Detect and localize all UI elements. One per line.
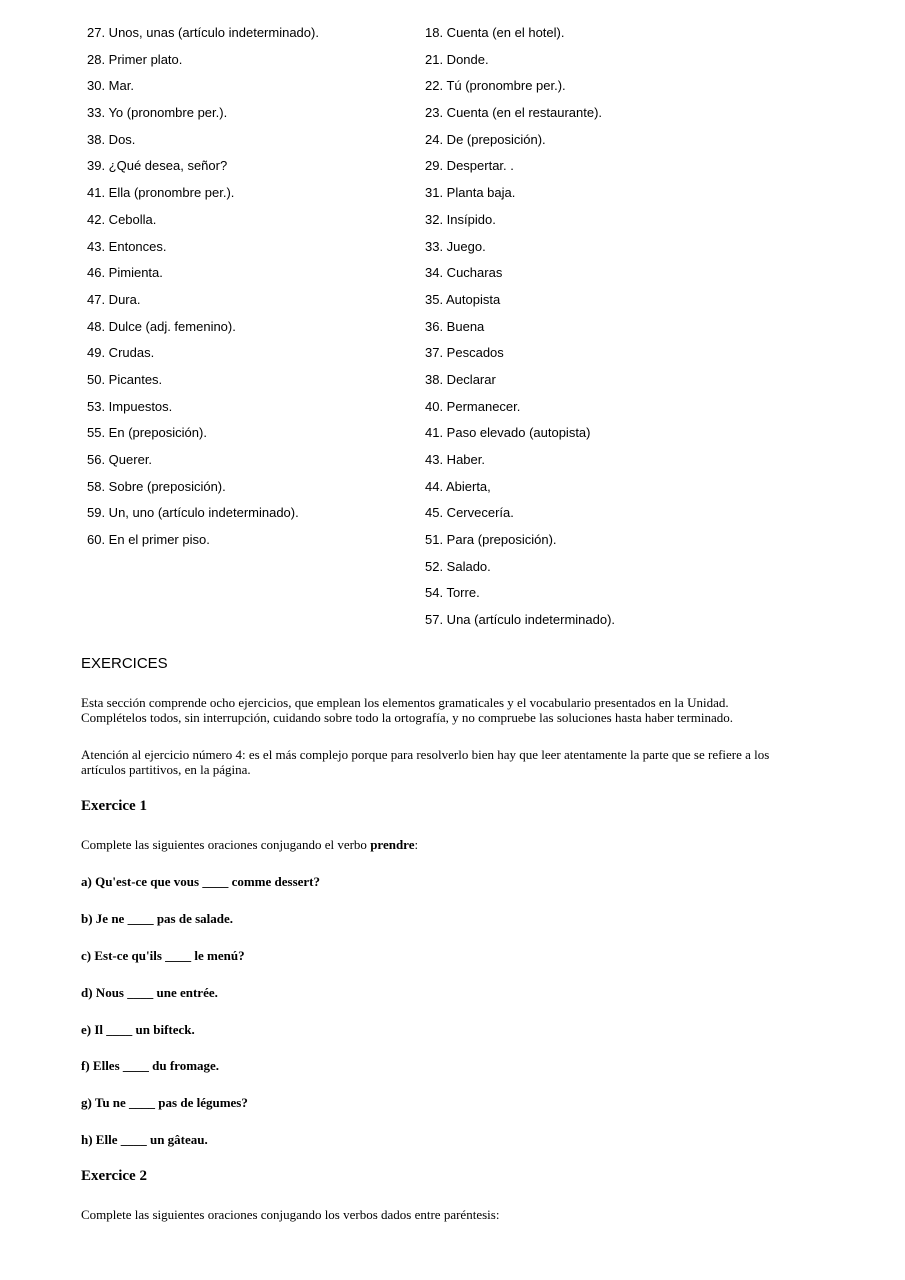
vocab-list-left <box>87 20 407 554</box>
vocab-item: 41. Ella (pronombre per.). <box>87 185 235 201</box>
vocab-item: 53. Impuestos. <box>87 398 173 414</box>
vocab-item: 37. Pescados <box>425 345 504 361</box>
vocab-item: 54. Torre. <box>425 585 480 601</box>
instruction-verb: prendre <box>370 837 415 852</box>
exercise-line: g) Tu ne ____ pas de légumes? <box>81 1095 248 1110</box>
exercise-1-title: Exercice 1 <box>81 798 147 814</box>
vocab-item: 33. Juego. <box>425 238 486 254</box>
exercise-line: h) Elle ____ un gâteau. <box>81 1132 208 1147</box>
instruction-suffix: : <box>414 837 419 852</box>
vocab-item: 43. Entonces. <box>87 238 167 254</box>
exercise-line: d) Nous ____ une entrée. <box>81 985 218 1000</box>
exercise-line: a) Qu'est-ce que vous ____ comme dessert? <box>81 874 321 889</box>
note-paragraph <box>81 747 821 777</box>
exercise-line: f) Elles ____ du fromage. <box>81 1058 220 1073</box>
vocab-item: 24. De (preposición). <box>425 131 546 147</box>
vocab-item: 32. Insípido. <box>425 211 496 227</box>
vocab-item: 55. En (preposición). <box>87 425 207 441</box>
vocab-item: 38. Dos. <box>87 131 136 147</box>
vocab-list-right <box>425 20 805 634</box>
vocab-item: 29. Despertar. . <box>425 158 514 174</box>
vocab-item: 45. Cervecería. <box>425 505 514 521</box>
vocab-item: 42. Cebolla. <box>87 211 157 227</box>
vocab-item: 52. Salado. <box>425 558 491 574</box>
vocab-item: 33. Yo (pronombre per.). <box>87 105 228 121</box>
vocab-item: 48. Dulce (adj. femenino). <box>87 318 236 334</box>
vocab-item: 22. Tú (pronombre per.). <box>425 78 566 94</box>
vocab-item: 49. Crudas. <box>87 345 155 361</box>
vocab-item: 28. Primer plato. <box>87 51 183 67</box>
vocab-item: 51. Para (preposición). <box>425 532 557 548</box>
intro-line: Esta sección comprende ocho ejercicios, que emplean los elementos gramaticales y el vocabulario presentados en la Unidad. <box>81 695 729 710</box>
vocab-item: 38. Declarar <box>425 371 496 387</box>
vocab-item: 18. Cuenta (en el hotel). <box>425 25 565 40</box>
exercise-line: c) Est-ce qu'ils ____ le menú? <box>81 948 245 963</box>
vocab-item: 43. Haber. <box>425 452 485 467</box>
exercise-line: b) Je ne ____ pas de salade. <box>81 911 234 926</box>
vocab-item: 58. Sobre (preposición). <box>87 478 226 494</box>
vocab-item: 44. Abierta, <box>425 478 491 494</box>
exercise-line: e) Il ____ un bifteck. <box>81 1022 195 1037</box>
exercise-2-title: Exercice 2 <box>81 1168 147 1184</box>
note-line: artículos partitivos, en la página. <box>81 762 251 777</box>
vocab-item: 41. Paso elevado (autopista) <box>425 425 591 441</box>
vocab-item: 30. Mar. <box>87 78 134 94</box>
vocab-item: 35. Autopista <box>425 291 501 307</box>
instruction-text: Complete las siguientes oraciones conjugando el verbo <box>81 837 367 852</box>
vocab-item: 34. Cucharas <box>425 265 503 281</box>
vocab-item: 39. ¿Qué desea, señor? <box>87 158 228 174</box>
vocab-item: 31. Planta baja. <box>425 185 516 201</box>
vocab-item: 46. Pimienta. <box>87 265 163 281</box>
vocab-item: 40. Permanecer. <box>425 398 521 414</box>
vocab-item: 50. Picantes. <box>87 371 163 387</box>
intro-paragraph <box>81 695 821 725</box>
vocab-item: 36. Buena <box>425 318 485 334</box>
exercise-2-instruction: Complete las siguientes oraciones conjugando los verbos dados entre paréntesis: <box>81 1207 500 1222</box>
exercise-1-instruction <box>81 837 418 853</box>
vocab-item: 23. Cuenta (en el restaurante). <box>425 105 603 121</box>
vocab-item: 27. Unos, unas (artículo indeterminado). <box>87 25 319 40</box>
section-title: EXERCICES <box>81 655 168 672</box>
vocab-item: 56. Querer. <box>87 452 153 467</box>
intro-line: Complételos todos, sin interrupción, cuidando sobre todo la ortografía, y no compruebe las soluciones hasta haber terminado. <box>81 710 734 725</box>
vocab-item: 21. Donde. <box>425 51 489 67</box>
vocab-item: 59. Un, uno (artículo indeterminado). <box>87 505 299 521</box>
vocab-item: 57. Una (artículo indeterminado). <box>425 612 616 628</box>
vocab-item: 60. En el primer piso. <box>87 532 210 548</box>
note-line: Atención al ejercicio número 4: es el más complejo porque para resolverlo bien hay que leer atentamente la parte que se refiere a los <box>81 747 770 762</box>
vocab-item: 47. Dura. <box>87 291 141 307</box>
